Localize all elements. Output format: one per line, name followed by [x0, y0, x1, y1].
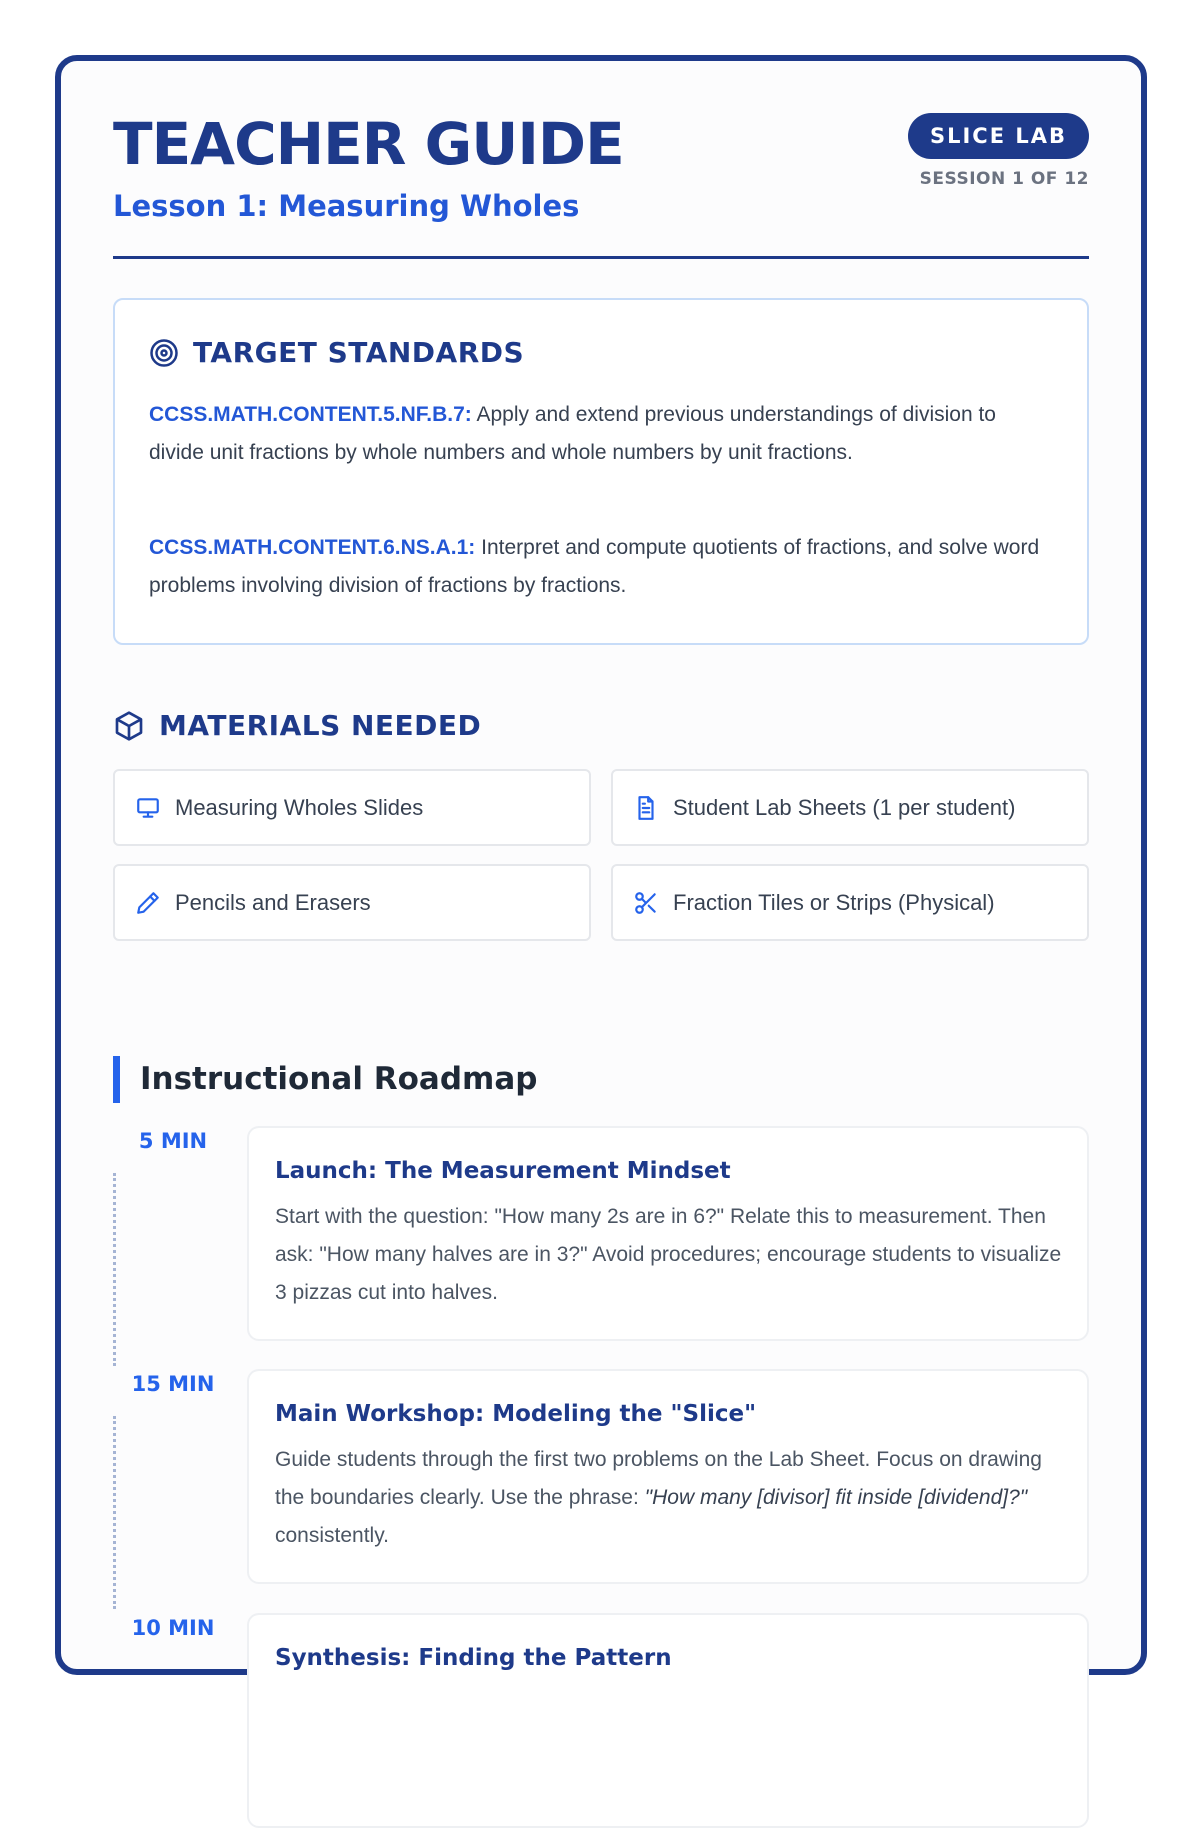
step-title: Main Workshop: Modeling the "Slice": [275, 1401, 757, 1427]
material-label: Student Lab Sheets (1 per student): [673, 794, 1016, 820]
standards-card: [113, 298, 1089, 645]
step-description-phrase: "How many [divisor] fit inside [dividend]?": [644, 1486, 1028, 1509]
material-item: [113, 769, 591, 846]
material-label: Measuring Wholes Slides: [175, 794, 424, 820]
standard-code: CCSS.MATH.CONTENT.6.NS.A.1:: [149, 536, 476, 559]
step-description-text: Guide students through the first two problems on the Lab Sheet. Focus on drawing the boundaries clearly. Use the phrase:: [275, 1448, 1042, 1509]
standard-code: CCSS.MATH.CONTENT.5.NF.B.7:: [149, 403, 472, 426]
teacher-guide-page: [55, 55, 1147, 1675]
step-time: 15 MIN: [131, 1372, 215, 1396]
step-time: 5 MIN: [138, 1129, 208, 1153]
material-item: [113, 864, 591, 941]
program-badge: SLICE LAB: [908, 113, 1089, 159]
session-label: SESSION 1 OF 12: [919, 169, 1089, 189]
box-icon: [113, 710, 145, 742]
step-description: [275, 1441, 1065, 1555]
page-title: TEACHER GUIDE: [113, 110, 624, 178]
step-description-text: consistently.: [275, 1524, 389, 1547]
timeline-line: [113, 1416, 116, 1609]
step-title: Synthesis: Finding the Pattern: [275, 1645, 672, 1671]
standard-text: Apply and extend previous understandings of division to divide unit fractions by whole numbers and whole numbers by unit fractions.: [149, 403, 996, 464]
standards-heading-label: TARGET STANDARDS: [193, 336, 525, 369]
step-description: Start with the question: "How many 2s are in 6?" Relate this to measurement. Then ask: "How many halves are in 3?" Avoid procedures; encourage students to visualize 3 pizzas cut into halves.: [275, 1205, 1062, 1304]
roadmap-step-card: [247, 1369, 1089, 1584]
header-divider: [113, 256, 1089, 259]
material-item: [611, 769, 1089, 846]
material-item: [611, 864, 1089, 941]
scissors-icon: [633, 890, 659, 916]
roadmap-heading: Instructional Roadmap: [113, 1056, 537, 1103]
lesson-subtitle: Lesson 1: Measuring Wholes: [113, 189, 580, 223]
target-icon: [149, 338, 179, 368]
standard-text: Interpret and compute quotients of fractions, and solve word problems involving division of fractions by fractions.: [149, 536, 1040, 597]
step-title: Launch: The Measurement Mindset: [275, 1158, 731, 1184]
material-label: Fraction Tiles or Strips (Physical): [673, 889, 995, 915]
material-label: Pencils and Erasers: [175, 889, 371, 915]
standard-item: [149, 529, 1049, 605]
step-time: 10 MIN: [131, 1616, 215, 1640]
pencil-icon: [135, 890, 161, 916]
standard-item: [149, 396, 1049, 472]
timeline-line: [113, 1173, 116, 1366]
document-icon: [633, 795, 659, 821]
standards-heading: [149, 336, 524, 369]
materials-heading: [113, 709, 481, 742]
monitor-icon: [135, 795, 161, 821]
roadmap-step-card: [247, 1613, 1089, 1828]
roadmap-step-card: [247, 1126, 1089, 1341]
materials-heading-label: MATERIALS NEEDED: [159, 709, 482, 742]
